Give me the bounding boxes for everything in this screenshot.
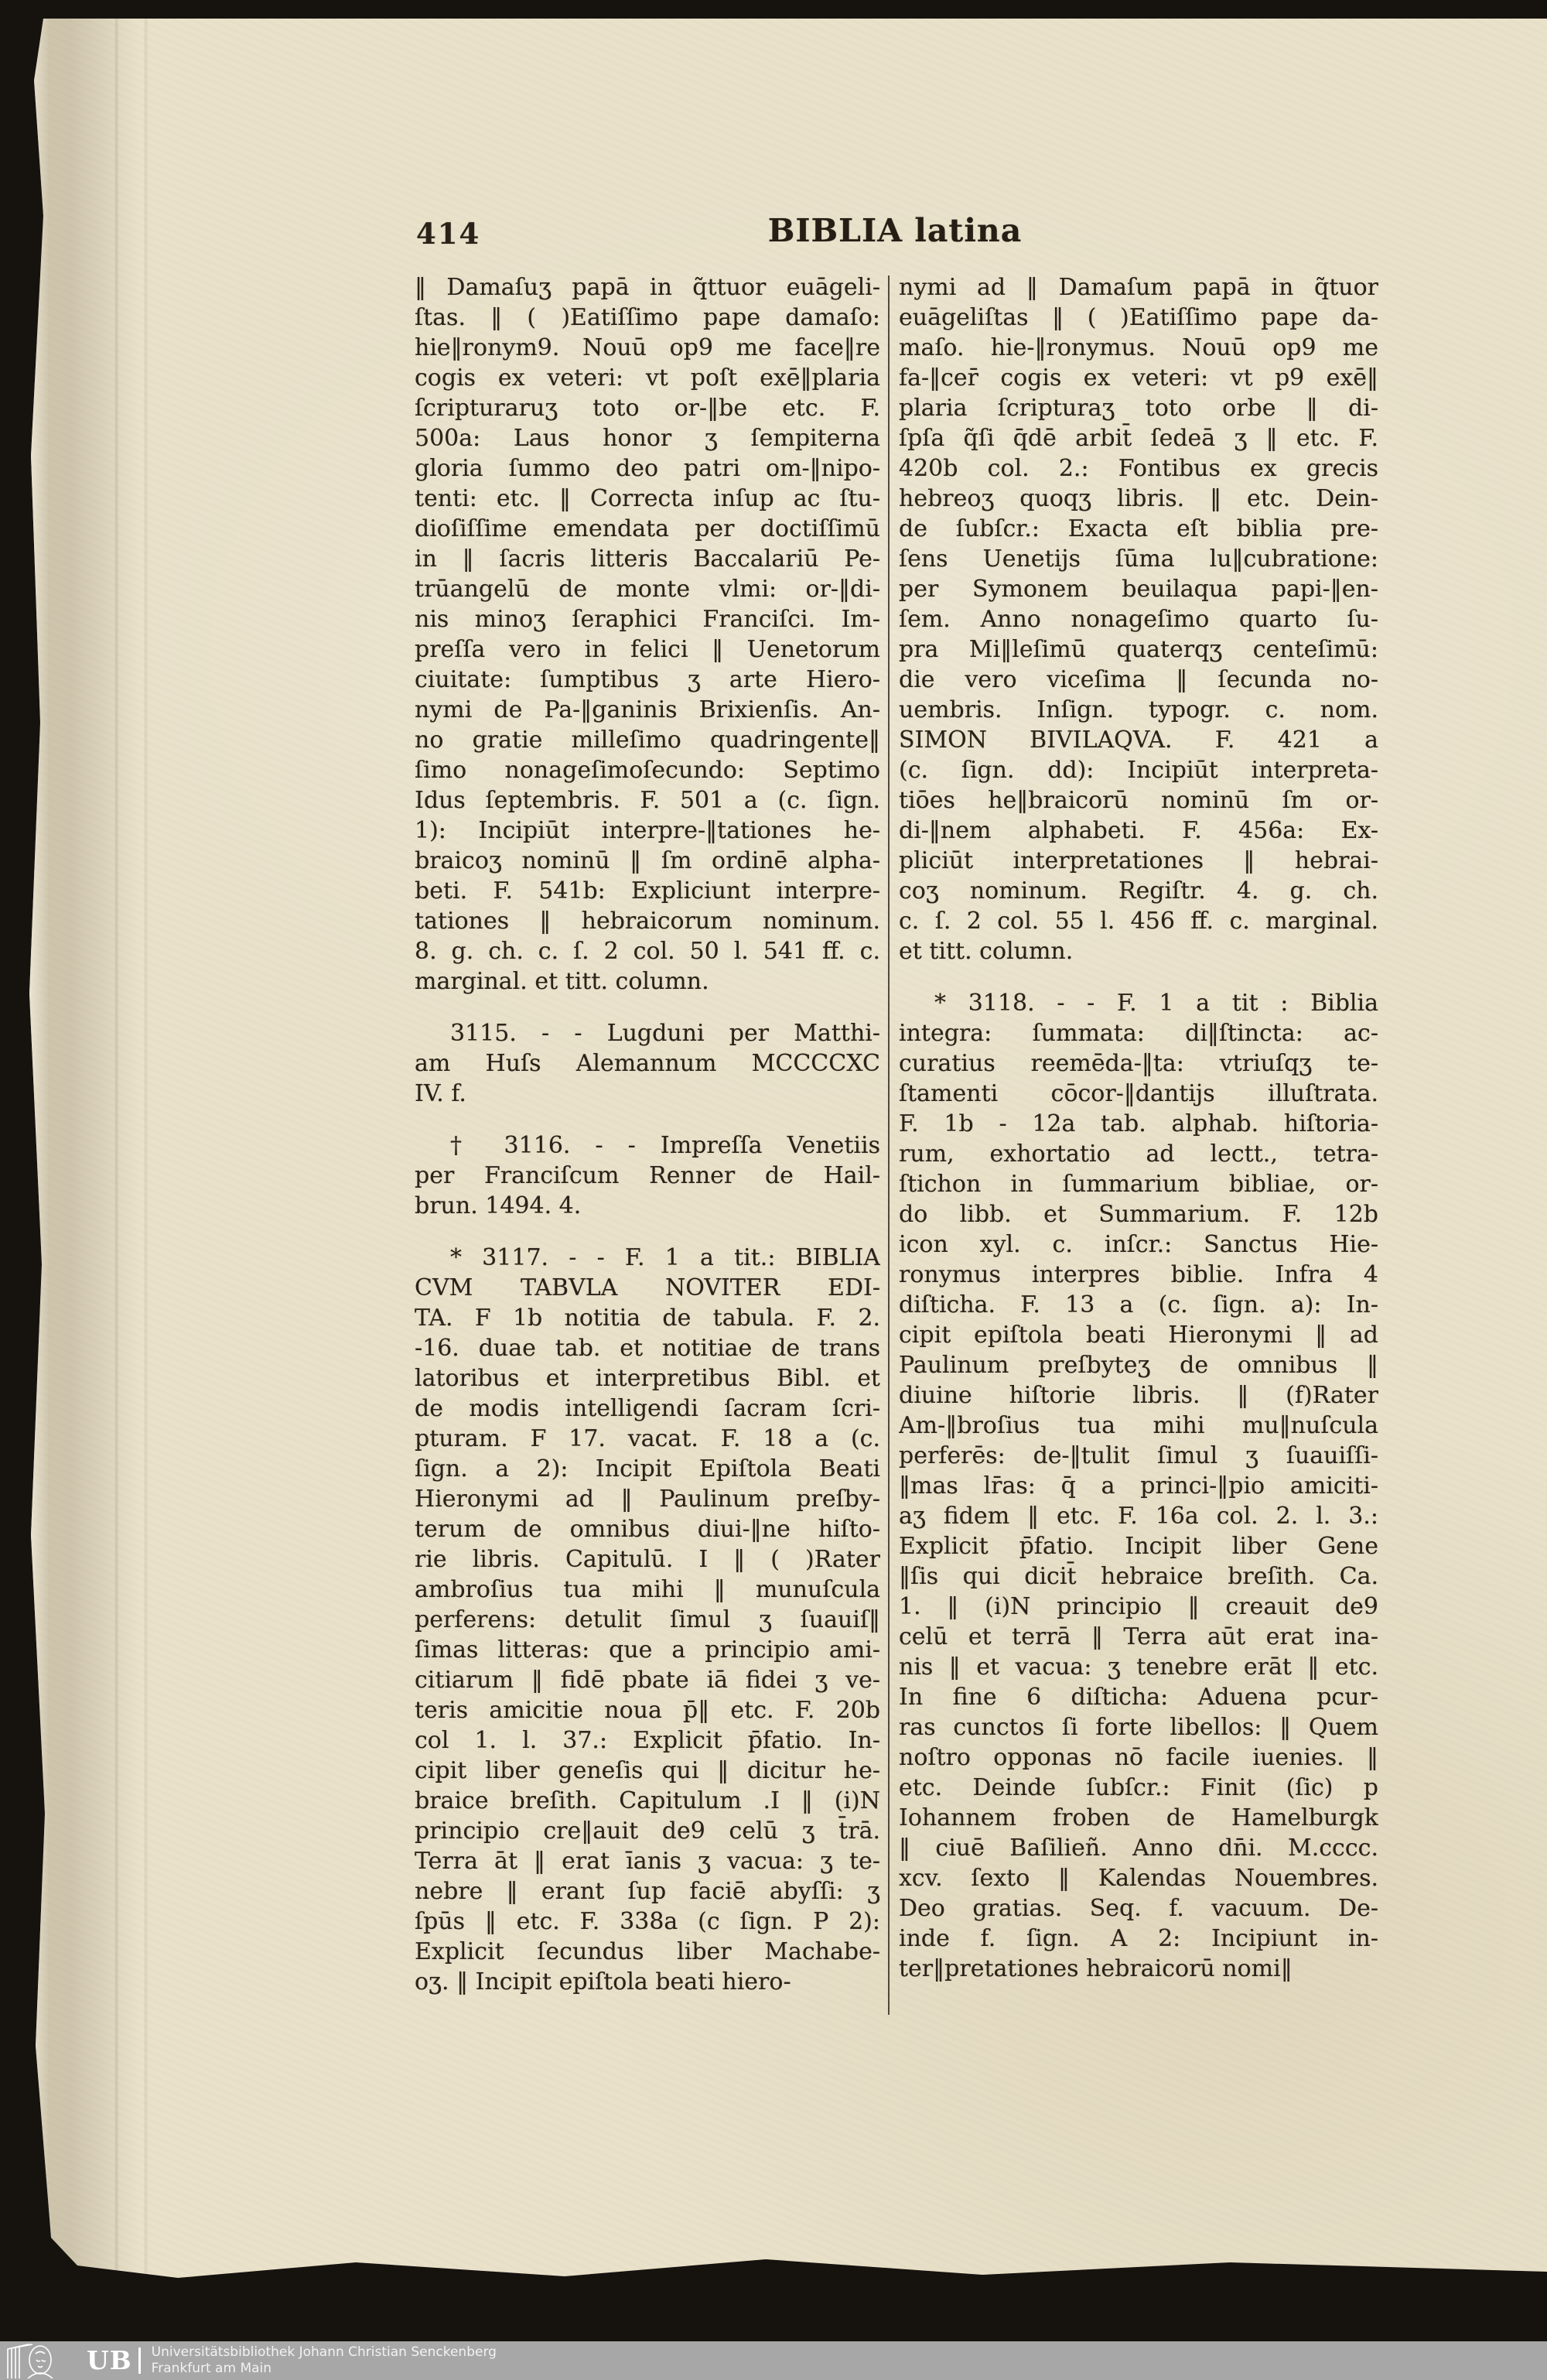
text-line: ſem. Anno nonageſimo quarto ſu- bbox=[899, 606, 1378, 633]
text-line: aʒ fidem ‖ etc. F. 16a col. 2. l. 3.: bbox=[899, 1503, 1378, 1530]
text-line: ambroſius tua mihi ‖ munuſcula bbox=[415, 1576, 880, 1603]
text-line: terum de omnibus diui-‖ne hiſto- bbox=[415, 1516, 880, 1543]
text-line: ſens Uenetijs ſūma lu‖cubratione: bbox=[899, 545, 1378, 573]
text-line: no gratie milleſimo quadringente‖ bbox=[415, 727, 880, 754]
text-line: per Franciſcum Renner de Hail- bbox=[415, 1162, 880, 1189]
text-line: -16. duae tab. et notitiae de trans bbox=[415, 1335, 880, 1362]
text-line: hebreoʒ quoqʒ libris. ‖ etc. Dein- bbox=[899, 485, 1378, 512]
text-line: citiarum ‖ fidē pbate iā fidei ʒ ve- bbox=[415, 1667, 880, 1694]
text-line: curatius reemēda-‖ta: vtriuſqʒ te- bbox=[899, 1050, 1378, 1077]
text-line: marginal. et titt. column. bbox=[415, 968, 709, 995]
running-head: BIBLIA latina bbox=[767, 212, 1023, 249]
text-line: nis ‖ et vacua: ʒ tenebre erāt ‖ etc. bbox=[899, 1653, 1378, 1681]
text-line: SIMON BIVILAQVA. F. 421 a bbox=[899, 727, 1378, 754]
text-line: Terra āt ‖ erat īanis ʒ vacua: ʒ te- bbox=[415, 1848, 880, 1875]
text-line: ſtamenti cōcor-‖dantijs illuſtrata. bbox=[899, 1080, 1378, 1107]
paragraph bbox=[899, 272, 1378, 966]
library-caption bbox=[152, 2344, 497, 2377]
text-line: 1. ‖ (i)N principio ‖ creauit de9 bbox=[899, 1593, 1378, 1620]
text-line: 1): Incipiūt interpre-‖tationes he- bbox=[415, 817, 880, 844]
text-line: (c. ſign. dd): Incipiūt interpreta- bbox=[899, 757, 1378, 784]
text-line: Idus ſeptembris. F. 501 a (c. ſign. bbox=[415, 787, 880, 814]
text-line: de modis intelligendi ſacram ſcri- bbox=[415, 1395, 880, 1422]
text-line: CVM TABVLA NOVITER EDI- bbox=[415, 1274, 880, 1301]
text-line: 3115. - - Lugduni per Matthi- bbox=[450, 1020, 880, 1047]
text-line: gloria ſummo deo patri om-‖nipo- bbox=[415, 455, 880, 482]
text-line: * 3118. - - F. 1 a tit : Biblia bbox=[934, 990, 1378, 1017]
text-line: perferēs: de-‖tulit ſimul ʒ ſuauiſſi- bbox=[899, 1442, 1378, 1469]
text-line: ſtas. ‖ ( )Eatiſſimo pape damaſo: bbox=[415, 304, 880, 331]
text-line: trūangelū de monte vlmi: or-‖di- bbox=[415, 576, 880, 603]
text-line: ronymus interpres biblie. Infra 4 bbox=[899, 1261, 1378, 1288]
text-line: ſimas litteras: que a principio ami- bbox=[415, 1636, 880, 1664]
text-line: inde f. ſign. A 2: Incipiunt in- bbox=[899, 1925, 1378, 1952]
text-line: F. 1b - 12a tab. alphab. hiſtoria- bbox=[899, 1110, 1378, 1137]
text-line: preſſa vero in felici ‖ Uenetorum bbox=[415, 636, 880, 663]
text-line: 8. g. ch. c. ſ. 2 col. 50 l. 541 ff. c. bbox=[415, 938, 880, 965]
text-line: ras cunctos ſi forte libellos: ‖ Quem bbox=[899, 1714, 1378, 1741]
text-line: xcv. ſexto ‖ Kalendas Nouembres. bbox=[899, 1865, 1378, 1892]
text-line: ciuitate: ſumptibus ʒ arte Hiero- bbox=[415, 666, 880, 693]
text-line: IV. f. bbox=[415, 1080, 466, 1107]
text-line: die vero viceſima ‖ ſecunda no- bbox=[899, 666, 1378, 693]
text-line: etc. Deinde ſubſcr.: Finit (ſic) p bbox=[899, 1774, 1378, 1801]
library-logo bbox=[0, 2341, 152, 2380]
text-line: tationes ‖ hebraicorum nominum. bbox=[415, 908, 880, 935]
text-line: cipit epiſtola beati Hieronymi ‖ ad bbox=[899, 1322, 1378, 1349]
text-line: maſo. hie-‖ronymus. Nouū op9 me bbox=[899, 334, 1378, 361]
text-line: latoribus et interpretibus Bibl. et bbox=[415, 1365, 880, 1392]
text-line: euāgeliſtas ‖ ( )Eatiſſimo pape da- bbox=[899, 304, 1378, 331]
text-line: Explicit p̄fatio. Incipit liber Gene bbox=[899, 1533, 1378, 1560]
text-line: beti. F. 541b: Expliciunt interpre- bbox=[415, 877, 880, 904]
right-column bbox=[899, 272, 1378, 1984]
text-line: plaria ſcripturaʒ toto orbe ‖ di- bbox=[899, 395, 1378, 422]
text-line: pra Mi‖leſimū quaterqʒ centeſimū: bbox=[899, 636, 1378, 663]
text-line: ſtichon in ſummarium bibliae, or- bbox=[899, 1171, 1378, 1198]
text-line: am Huſs Alemannum MCCCCXC bbox=[415, 1050, 880, 1077]
text-line: cipit liber geneſis qui ‖ dicitur he- bbox=[415, 1757, 880, 1784]
library-footer-bar bbox=[0, 2341, 1547, 2380]
text-line: Hieronymi ad ‖ Paulinum preſby- bbox=[415, 1486, 880, 1513]
text-line: celū et terrā ‖ Terra aūt erat ina- bbox=[899, 1623, 1378, 1650]
text-line: integra: ſummata: di‖ſtincta: ac- bbox=[899, 1020, 1378, 1047]
text-line: ‖mas lr̄as: q̄ a princi-‖pio amiciti- bbox=[899, 1472, 1378, 1499]
text-line: dioſiſſime emendata per doctiſſimū bbox=[415, 515, 880, 542]
text-line: TA. F 1b notitia de tabula. F. 2. bbox=[415, 1305, 880, 1332]
text-line: tenti: etc. ‖ Correcta inſup ac ſtu- bbox=[415, 485, 880, 512]
text-line: in ‖ ſacris litteris Baccalariū Pe- bbox=[415, 545, 880, 573]
text-line: ſign. a 2): Incipit Epiſtola Beati bbox=[415, 1455, 880, 1482]
text-line: principio cre‖auit de9 celū ʒ t̄rā. bbox=[415, 1817, 880, 1845]
text-line: de ſubſcr.: Exacta eſt biblia pre- bbox=[899, 515, 1378, 542]
text-line: In fine 6 diſticha: Aduena pcur- bbox=[899, 1684, 1378, 1711]
text-line: perferens: detulit ſimul ʒ ſuauiſ‖ bbox=[415, 1606, 880, 1633]
text-line: nymi ad ‖ Damaſum papā in q̃tuor bbox=[899, 274, 1378, 301]
paragraph bbox=[899, 988, 1378, 1984]
text-line: uembris. Inſign. typogr. c. nom. bbox=[899, 696, 1378, 723]
text-line: brun. 1494. 4. bbox=[415, 1192, 582, 1219]
text-line: Deo gratias. Seq. f. vacuum. De- bbox=[899, 1895, 1378, 1922]
text-line: ‖ Damaſuʒ papā in q̃ttuor euāgeli- bbox=[415, 274, 880, 301]
text-line: 500a: Laus honor ʒ ſempiterna bbox=[415, 425, 880, 452]
text-line: di-‖nem alphabeti. F. 456a: Ex- bbox=[899, 817, 1378, 844]
text-line: Am-‖broſius tua mihi mu‖nuſcula bbox=[899, 1412, 1378, 1439]
text-line: ſimo nonageſimoſecundo: Septimo bbox=[415, 757, 880, 784]
text-line: tiōes he‖braicorū nominū ſm or- bbox=[899, 787, 1378, 814]
text-line: cogis ex veteri: vt poſt exē‖plaria bbox=[415, 364, 880, 392]
left-column bbox=[415, 272, 880, 1997]
library-logo-icon bbox=[5, 2343, 85, 2378]
text-line: braice breſith. Capitulum .I ‖ (i)N bbox=[415, 1787, 880, 1814]
text-line: nis minoʒ ſeraphici Franciſci. Im- bbox=[415, 606, 880, 633]
page-number: 414 bbox=[416, 217, 481, 251]
text-line: diſticha. F. 13 a (c. ſign. a): In- bbox=[899, 1291, 1378, 1318]
paragraph bbox=[415, 1243, 880, 1997]
text-line: ſcripturaruʒ toto or-‖be etc. F. bbox=[415, 395, 880, 422]
text-line: per Symonem beuilaqua papi-‖en- bbox=[899, 576, 1378, 603]
text-line: Explicit ſecundus liber Machabe- bbox=[415, 1938, 880, 1965]
paragraph bbox=[415, 1018, 880, 1109]
text-line: do libb. et Summarium. F. 12b bbox=[899, 1201, 1378, 1228]
text-line: braicoʒ nominū ‖ ſm ordinē alpha- bbox=[415, 847, 880, 874]
paragraph bbox=[415, 272, 880, 997]
library-city: Frankfurt am Main bbox=[151, 2361, 272, 2376]
paragraph bbox=[415, 1130, 880, 1221]
text-line: et titt. column. bbox=[899, 938, 1074, 965]
text-line: ‖ſis qui dicit̄ hebraice breſith. Ca. bbox=[899, 1563, 1378, 1590]
text-line: nymi de Pa-‖ganinis Brixienſis. An- bbox=[415, 696, 880, 723]
text-line: coʒ nominum. Regiſtr. 4. g. ch. bbox=[899, 877, 1378, 904]
text-line: pturam. F 17. vacat. F. 18 a (c. bbox=[415, 1425, 880, 1452]
text-line: nebre ‖ erant ſup faciē abyſſi: ʒ bbox=[415, 1878, 880, 1905]
text-line: noſtro opponas nō facile iuenies. ‖ bbox=[899, 1744, 1378, 1771]
text-line: 420b col. 2.: Fontibus ex grecis bbox=[899, 455, 1378, 482]
text-line: * 3117. - - F. 1 a tit.: BIBLIA bbox=[450, 1244, 880, 1271]
text-line: ſpūs ‖ etc. F. 338a (c ſign. P 2): bbox=[415, 1908, 880, 1935]
text-line: pliciūt interpretationes ‖ hebrai- bbox=[899, 847, 1378, 874]
text-line: ſpſa q̃ſi q̄dē arbit̄ ſedeā ʒ ‖ etc. F. bbox=[899, 425, 1378, 452]
text-line: Iohannem froben de Hamelburgk bbox=[899, 1804, 1378, 1831]
text-line: rum, exhortatio ad lectt., tetra- bbox=[899, 1140, 1378, 1168]
text-line: c. ſ. 2 col. 55 l. 456 ff. c. marginal. bbox=[899, 908, 1378, 935]
text-line: † 3116. - - Impreſſa Venetiis bbox=[450, 1132, 880, 1159]
text-line: icon xyl. c. inſcr.: Sanctus Hie- bbox=[899, 1231, 1378, 1258]
column-divider bbox=[888, 275, 890, 2015]
text-line: col 1. l. 37.: Explicit p̄fatio. In- bbox=[415, 1727, 880, 1754]
text-line: diuine hiſtorie libris. ‖ (f)Rater bbox=[899, 1382, 1378, 1409]
text-line: rie libris. Capitulū. I ‖ ( )Rater bbox=[415, 1546, 880, 1573]
text-line: oʒ. ‖ Incipit epiſtola beati hiero- bbox=[415, 1968, 791, 1995]
ub-monogram: UB bbox=[87, 2345, 132, 2375]
text-line: fa-‖cer̄ cogis ex veteri: vt p9 exē‖ bbox=[899, 364, 1378, 392]
text-line: hie‖ronym9. Nouū op9 me face‖re bbox=[415, 334, 880, 361]
text-line: ter‖pretationes hebraicorū nomi‖ bbox=[899, 1955, 1293, 1982]
text-line: ‖ ciuē Baſilieñ. Anno dn̄i. M.cccc. bbox=[899, 1835, 1378, 1862]
library-name: Universitätsbibliothek Johann Christian Senckenberg bbox=[151, 2344, 497, 2360]
logo-divider bbox=[138, 2348, 141, 2374]
text-line: Paulinum preſbyteʒ de omnibus ‖ bbox=[899, 1352, 1378, 1379]
text-line: teris amicitie noua p̄‖ etc. F. 20b bbox=[415, 1697, 880, 1724]
